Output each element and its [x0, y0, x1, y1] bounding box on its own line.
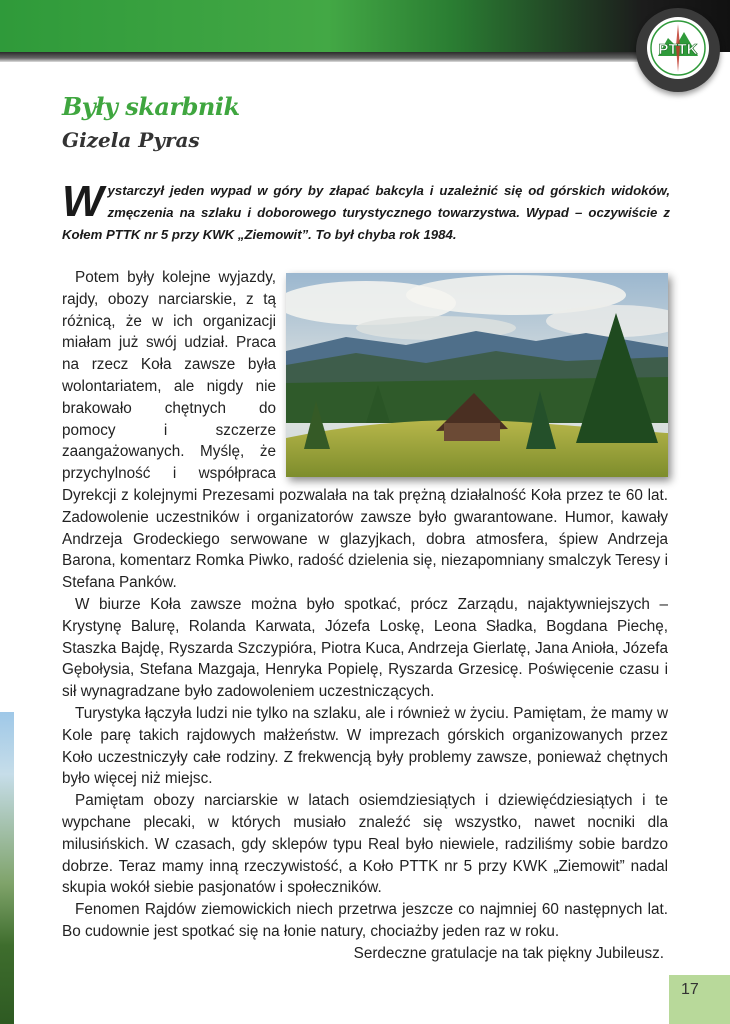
mountain-landscape-image [286, 273, 668, 477]
article-title: Były skarbnik [62, 92, 240, 121]
page-number-box [669, 975, 730, 1024]
lead-paragraph [62, 177, 670, 246]
mountain-photo [286, 273, 668, 477]
lead-text: ystarczył jeden wypad w góry by złapać bakcyla i uzależnić się od górskich widoków, zmęczenia na szlaku i doborowego turystycznego towarzystwa. Wypad – oczywiście z Kołem PTTK nr 5 przy KWK „Ziemowit”. To był chyba rok 1984. [62, 183, 670, 242]
body-paragraph-2: W biurze Koła zawsze można było spotkać, prócz Zarządu, najaktywniejszych – Krystynę Balurę, Rolanda Karwata, Józefa Loskę, Leona Sładka, Bogdana Piechę, Staszka Bajdę, Ryszarda Szczypióra, Piotra Kuca, Andrzeja Gierlatę, Jana Anioła, Józefa Gębołysia, Stefana Mazgaja, Henryka Popielę, Ryszarda Grzesicę. Poświęcenie czasu i sił wynagradzane było zadowoleniem uczestniczących. [62, 595, 668, 701]
logo-text: PTTK [658, 41, 698, 58]
body-paragraph-5: Fenomen Rajdów ziemowickich niech przetrwa jeszcze co najmniej 60 następnych lat. Bo cudownie jest spotkać się na łonie natury, chociażby jeden raz w roku. [62, 901, 668, 940]
drop-cap: W [62, 177, 104, 226]
article-author: Gizela Pyras [62, 128, 200, 152]
header-bar [0, 0, 730, 52]
signoff: Serdeczne gratulacje na tak piękny Jubileusz. [353, 944, 664, 962]
body-paragraph-4: Pamiętam obozy narciarskie w latach osiemdziesiątych i dziewięćdziesiątych i te wypchane plecaki, w których musiało znaleźć się wszystko, nawet nocniki dla milusińskich. W czasach, gdy sklepów typu Real było niewiele, radziliśmy sobie bardzo dobrze. Teraz mamy inną rzeczywistość, a Koło PTTK nr 5 przy KWK „Ziemowit” nadal skupia wokół siebie pasjonatów i społeczników. [62, 792, 668, 897]
pttk-logo-badge [636, 8, 720, 92]
left-photo-strip [0, 712, 14, 1024]
body-paragraph-1: Potem były kolejne wyjazdy, rajdy, obozy narciarskie, z tą różnicą, że w ich organizacji miałam już swój udział. Praca na rzecz Koła zawsze była wolontariatem, ale nigdy nie brakowało chętnych do pomocy i szczerze zaangażowanych. Myślę, że przychylność i współpraca Dyrekcji z kolejnymi Prezesami pozwalała na tak prężną działalność Koła przez te 60 lat. Zadowolenie uczestników i organizatorów zawsze było gwarantowane. Humor, kawały Andrzeja Grodeckiego serwowane w glazyjkach, dobra atmosfera, śpiew Andrzeja Barona, komentarz Romka Piwko, radość dzielenia się, niezapomniany smalczyk Teresy i Stefana Panków. [62, 269, 668, 592]
header-shadow [0, 52, 640, 62]
page-number: 17 [681, 981, 699, 998]
article-body [62, 267, 668, 965]
body-paragraph-3: Turystyka łączyła ludzi nie tylko na szlaku, ale i również w życiu. Pamiętam, że mamy w Kole parę takich rajdowych małżeństw. W imprezach górskich organizowanych przez Koło uczestniczyły całe rodziny. Z frekwencją były problemy zawsze, ponieważ chętnych było więcej niż miejsc. [62, 704, 668, 788]
pttk-logo-icon [646, 16, 710, 80]
